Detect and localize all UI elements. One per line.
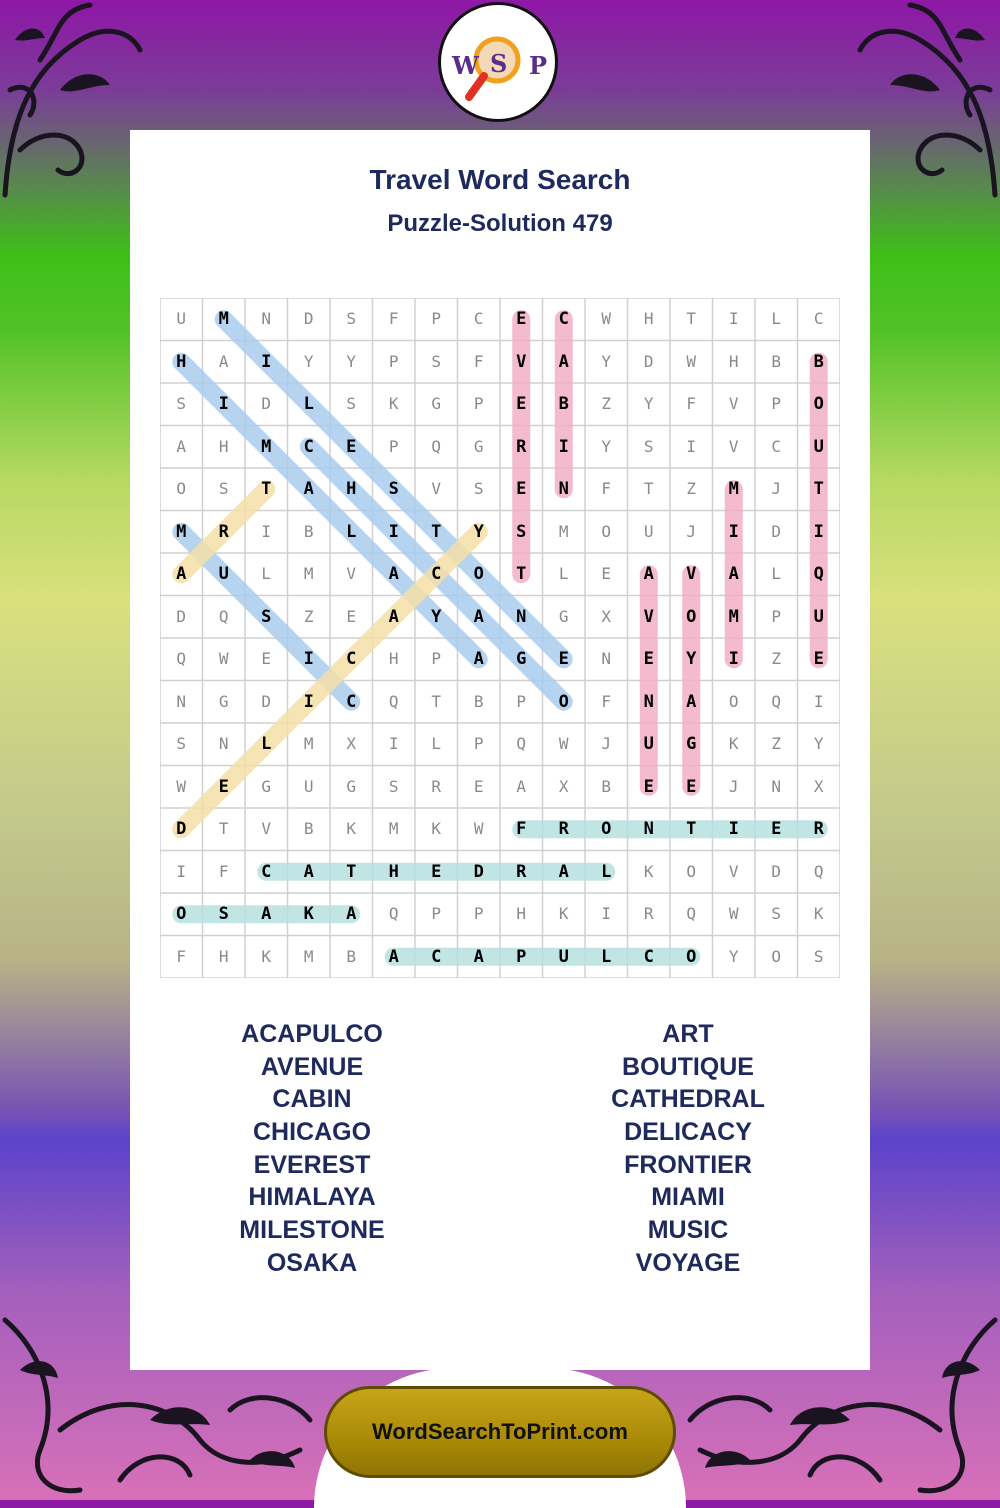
word-list-item: BOUTIQUE — [622, 1052, 754, 1081]
grid-cell[interactable]: E — [261, 649, 272, 668]
grid-cell[interactable]: W — [728, 904, 739, 923]
grid-cell[interactable]: Z — [771, 649, 782, 668]
grid-cell[interactable]: F — [473, 351, 484, 371]
grid-cell[interactable]: V — [728, 436, 739, 456]
grid-cell[interactable]: A — [218, 351, 229, 371]
grid-cell[interactable]: U — [558, 946, 569, 967]
grid-cell[interactable]: Q — [431, 436, 442, 456]
grid-cell[interactable]: O — [686, 606, 697, 627]
grid-cell[interactable]: V — [516, 351, 527, 372]
grid-cell[interactable]: A — [558, 861, 569, 882]
grid-cell[interactable]: W — [218, 649, 229, 668]
grid-cell[interactable]: S — [516, 521, 527, 542]
logo-letter-s: S — [490, 49, 508, 78]
grid-cell[interactable]: C — [643, 946, 654, 967]
word-list-item: AVENUE — [260, 1052, 364, 1081]
grid-cell[interactable]: M — [176, 521, 187, 542]
grid-cell[interactable]: E — [643, 649, 654, 669]
grid-cell[interactable]: L — [431, 734, 442, 753]
grid-cell[interactable]: W — [601, 309, 612, 328]
grid-cell[interactable]: X — [346, 734, 357, 753]
page-title: Travel Word Search — [369, 164, 631, 195]
grid-cell[interactable]: U — [813, 606, 824, 627]
grid-cell[interactable]: Y — [346, 351, 357, 371]
grid-cell[interactable]: A — [303, 479, 314, 499]
word-list-item: HIMALAYA — [248, 1183, 376, 1212]
grid-cell[interactable]: Y — [686, 649, 697, 669]
grid-cell[interactable]: O — [473, 564, 484, 584]
grid-cell[interactable]: N — [771, 776, 782, 796]
grid-cell[interactable]: N — [261, 309, 272, 328]
grid-cell[interactable]: T — [431, 521, 442, 542]
word-list-item: DELICACY — [624, 1118, 752, 1147]
word-list-item: CABIN — [272, 1085, 352, 1114]
grid-cell[interactable]: I — [176, 861, 187, 881]
grid-cell[interactable]: R — [643, 904, 654, 923]
grid-cell[interactable]: S — [813, 946, 824, 966]
grid-cell[interactable]: L — [346, 521, 357, 542]
grid-cell[interactable]: W — [558, 734, 569, 753]
corner-ornament-top-right — [850, 0, 1000, 200]
grid-cell[interactable]: H — [388, 649, 399, 668]
grid-cell[interactable]: B — [303, 521, 314, 541]
grid-cell[interactable]: H — [728, 351, 739, 371]
grid-cell[interactable]: S — [346, 309, 357, 328]
grid-cell[interactable]: M — [218, 309, 229, 329]
grid-cell[interactable]: H — [346, 479, 357, 499]
grid-cell[interactable]: B — [813, 351, 824, 372]
grid-cell[interactable]: D — [473, 861, 484, 882]
grid-cell[interactable]: E — [431, 861, 442, 882]
grid-cell[interactable]: U — [218, 564, 229, 584]
word-list-item: VOYAGE — [635, 1248, 741, 1277]
website-link-button[interactable]: WordSearchToPrint.com — [324, 1386, 676, 1478]
word-list-item: CHICAGO — [252, 1118, 372, 1147]
grid-cell[interactable]: E — [516, 479, 527, 499]
grid-cell[interactable]: P — [516, 691, 527, 711]
grid-cell[interactable]: R — [431, 776, 442, 796]
grid-cell[interactable]: K — [261, 946, 272, 966]
grid-cell[interactable]: K — [388, 394, 399, 413]
grid-cell[interactable]: T — [643, 479, 654, 498]
grid-cell[interactable]: O — [558, 691, 569, 712]
grid-cell[interactable]: T — [686, 819, 697, 839]
grid-cell[interactable]: G — [218, 691, 229, 711]
grid-cell[interactable]: W — [176, 776, 187, 796]
grid-cell[interactable]: P — [431, 904, 442, 923]
grid-cell[interactable]: I — [728, 649, 739, 669]
grid-cell[interactable]: E — [473, 776, 484, 796]
grid-cell[interactable]: F — [601, 691, 612, 711]
grid-cell[interactable]: B — [346, 946, 357, 966]
grid-cell[interactable]: G — [558, 606, 569, 626]
grid-cell[interactable]: V — [643, 606, 654, 627]
grid-cell[interactable]: T — [686, 309, 697, 328]
grid-cell[interactable]: V — [728, 394, 739, 413]
word-list-item: MIAMI — [651, 1183, 725, 1212]
grid-cell[interactable]: M — [303, 946, 314, 966]
grid-cell[interactable]: V — [346, 564, 357, 583]
grid-cell[interactable]: S — [388, 776, 399, 796]
grid-cell[interactable]: F — [601, 479, 612, 498]
grid-cell[interactable]: S — [431, 351, 442, 371]
grid-cell[interactable]: P — [473, 734, 484, 753]
grid-cell[interactable]: H — [516, 904, 527, 923]
grid-cell[interactable]: S — [643, 436, 654, 456]
grid-cell[interactable]: F — [176, 946, 187, 966]
grid-cell[interactable]: Q — [771, 691, 782, 711]
grid-cell[interactable]: P — [771, 606, 782, 626]
grid-cell[interactable]: I — [728, 521, 739, 542]
grid-cell[interactable]: G — [431, 394, 442, 413]
grid-cell[interactable]: Y — [303, 351, 314, 371]
logo-letter-w: W — [452, 51, 479, 80]
grid-cell[interactable]: K — [728, 734, 739, 753]
grid-cell[interactable]: E — [813, 649, 824, 669]
grid-cell[interactable]: Z — [771, 734, 782, 753]
grid-cell[interactable]: A — [473, 649, 484, 669]
grid-cell[interactable]: M — [728, 606, 739, 627]
grid-cell[interactable]: Z — [686, 479, 697, 498]
grid-cell[interactable]: S — [176, 734, 187, 753]
grid-cell[interactable]: D — [303, 309, 314, 328]
grid-cell[interactable]: L — [771, 564, 782, 583]
grid-cell[interactable]: S — [176, 394, 187, 413]
grid-cell[interactable]: Z — [601, 394, 612, 413]
grid-cell[interactable]: F — [516, 819, 527, 839]
grid-cell[interactable]: B — [601, 776, 612, 796]
grid-cell[interactable]: A — [643, 564, 654, 584]
grid-cell[interactable]: I — [218, 394, 229, 414]
grid-cell[interactable]: M — [303, 734, 314, 753]
word-list-right — [538, 1018, 838, 1280]
grid-cell[interactable]: X — [813, 776, 824, 796]
grid-cell[interactable]: C — [261, 861, 272, 882]
grid-cell[interactable]: C — [346, 649, 357, 669]
grid-cell[interactable]: J — [771, 479, 782, 498]
word-list-item: MUSIC — [647, 1216, 729, 1245]
grid-cell[interactable]: K — [431, 819, 442, 838]
grid-cell[interactable]: N — [643, 691, 654, 712]
grid-cell[interactable]: A — [303, 861, 314, 882]
logo-letter-p: P — [529, 51, 548, 80]
grid-cell[interactable]: Q — [218, 606, 229, 626]
grid-cell[interactable]: Q — [686, 904, 697, 923]
grid-cell[interactable]: C — [303, 436, 314, 457]
grid-cell[interactable]: T — [261, 479, 272, 499]
grid-cell[interactable]: R — [516, 861, 527, 882]
grid-cell[interactable]: E — [643, 776, 654, 797]
grid-cell[interactable]: V — [431, 479, 442, 498]
grid-cell[interactable]: H — [643, 309, 654, 328]
grid-cell[interactable]: A — [516, 776, 527, 796]
grid-cell[interactable]: I — [686, 436, 697, 456]
grid-cell[interactable]: B — [771, 351, 782, 371]
corner-ornament-top-left — [0, 0, 150, 200]
grid-cell[interactable]: A — [261, 904, 272, 924]
grid-cell[interactable]: O — [771, 946, 782, 966]
grid-cell[interactable]: M — [303, 564, 314, 583]
grid-cell[interactable]: J — [601, 734, 612, 753]
grid-cell[interactable]: F — [686, 394, 697, 413]
grid-cell[interactable]: G — [686, 734, 697, 754]
word-list-item: OSAKA — [266, 1248, 358, 1277]
grid-cell[interactable]: D — [176, 819, 187, 839]
grid-cell[interactable]: D — [643, 351, 654, 371]
grid-cell[interactable]: D — [261, 691, 272, 711]
grid-cell[interactable]: Y — [601, 436, 612, 456]
grid-cell[interactable]: L — [261, 734, 272, 754]
grid-cell[interactable]: I — [601, 904, 612, 923]
grid-cell[interactable]: O — [176, 479, 187, 498]
grid-cell[interactable]: T — [346, 861, 357, 882]
grid-cell[interactable]: D — [771, 521, 782, 541]
grid-cell[interactable]: Y — [601, 351, 612, 371]
grid-cell[interactable]: T — [218, 819, 229, 838]
grid-cell[interactable]: A — [388, 564, 399, 584]
grid-cell[interactable]: I — [813, 691, 824, 711]
grid-cell[interactable]: U — [813, 436, 824, 457]
grid-cell[interactable]: P — [431, 309, 442, 328]
grid-cell[interactable]: A — [558, 351, 569, 372]
grid-cell[interactable]: H — [176, 351, 187, 372]
grid-cell[interactable]: P — [431, 649, 442, 668]
grid-cell[interactable]: L — [601, 861, 612, 882]
word-search-grid — [160, 298, 840, 978]
grid-cell[interactable]: L — [601, 946, 612, 967]
grid-cell[interactable]: S — [218, 479, 229, 498]
grid-cell[interactable]: I — [303, 691, 314, 712]
grid-cell[interactable]: R — [558, 819, 569, 839]
grid-cell[interactable]: S — [473, 479, 484, 498]
grid-cell[interactable]: K — [643, 861, 654, 881]
word-list-item: FRONTIER — [624, 1150, 752, 1179]
grid-cell[interactable]: G — [473, 436, 484, 456]
grid-cell[interactable]: S — [218, 904, 229, 924]
grid-cell[interactable]: M — [388, 819, 399, 838]
puzzle-subtitle: Puzzle-Solution 479 — [387, 210, 613, 237]
grid-cell[interactable]: O — [176, 904, 187, 924]
grid-cell[interactable]: S — [261, 606, 272, 627]
grid-cell[interactable]: R — [516, 436, 527, 457]
grid-cell[interactable]: E — [218, 776, 229, 797]
grid-cell[interactable]: L — [261, 564, 272, 583]
word-list-item: ACAPULCO — [241, 1020, 383, 1048]
grid-cell[interactable]: L — [558, 564, 569, 583]
grid-cell[interactable]: X — [558, 776, 569, 796]
grid-cell[interactable]: E — [346, 606, 357, 626]
grid-cell[interactable]: U — [176, 309, 187, 328]
grid-cell[interactable]: P — [473, 394, 484, 413]
grid-cell[interactable]: O — [813, 394, 824, 414]
grid-cell[interactable]: P — [388, 436, 399, 456]
grid-cell[interactable]: N — [643, 819, 654, 839]
word-list-item: EVEREST — [253, 1150, 371, 1179]
grid-cell[interactable]: A — [388, 606, 399, 627]
grid-cell[interactable]: V — [686, 564, 697, 584]
grid-cell[interactable]: C — [346, 691, 357, 712]
grid-cell[interactable]: L — [771, 309, 782, 328]
grid-cell[interactable]: U — [303, 776, 314, 796]
grid-cell[interactable]: I — [728, 309, 739, 328]
grid-cell[interactable]: A — [176, 564, 187, 584]
grid-cell[interactable]: R — [813, 819, 824, 839]
word-list-item: MILESTONE — [239, 1216, 385, 1245]
grid-cell[interactable]: K — [813, 904, 824, 923]
word-list-left — [162, 1018, 462, 1280]
grid-cell[interactable]: T — [431, 691, 442, 711]
word-list-item: CATHEDRAL — [611, 1085, 765, 1114]
grid-cell[interactable]: B — [473, 691, 484, 711]
grid-cell[interactable]: N — [176, 691, 187, 711]
grid-cell[interactable]: Y — [431, 606, 442, 627]
grid-cell[interactable]: Q — [813, 564, 824, 584]
grid-cell[interactable]: I — [388, 734, 399, 753]
grid-cell[interactable]: A — [473, 606, 484, 627]
grid-cell[interactable]: E — [516, 394, 527, 414]
grid-cell[interactable]: J — [728, 776, 739, 796]
grid-cell[interactable]: M — [728, 479, 739, 499]
grid-cell[interactable]: Y — [473, 521, 484, 542]
grid-cell[interactable]: I — [388, 521, 399, 542]
grid-cell[interactable]: L — [303, 394, 314, 414]
word-list-item: ART — [662, 1020, 714, 1048]
grid-cell[interactable]: B — [558, 394, 569, 414]
grid-cell[interactable]: K — [303, 904, 314, 924]
site-logo[interactable] — [438, 2, 558, 122]
grid-cell[interactable]: C — [431, 564, 442, 584]
grid-cell[interactable]: T — [813, 479, 824, 499]
grid-cell[interactable]: W — [686, 351, 697, 371]
grid-cell[interactable]: A — [728, 564, 739, 584]
grid-cell[interactable]: Y — [813, 734, 824, 753]
grid-cell[interactable]: I — [813, 521, 824, 542]
grid-cell[interactable]: S — [346, 394, 357, 413]
grid-cell[interactable]: U — [643, 734, 654, 754]
grid-cell[interactable]: P — [473, 904, 484, 923]
grid-cell[interactable]: Q — [813, 861, 824, 881]
grid-cell[interactable]: Y — [728, 946, 739, 966]
grid-cell[interactable]: I — [261, 521, 272, 541]
grid-cell[interactable]: E — [346, 436, 357, 457]
grid-cell[interactable]: O — [601, 521, 612, 541]
grid-cell[interactable]: C — [813, 309, 824, 328]
grid-cell[interactable]: C — [473, 309, 484, 328]
grid-cell[interactable]: P — [388, 351, 399, 371]
grid-cell[interactable]: Q — [388, 691, 399, 711]
grid-cell[interactable]: A — [473, 946, 484, 967]
grid-cell[interactable]: A — [346, 904, 357, 924]
grid-cell[interactable]: H — [218, 436, 229, 456]
grid-cell[interactable]: R — [218, 521, 229, 542]
grid-cell[interactable]: I — [728, 819, 739, 839]
grid-cell[interactable]: W — [473, 819, 484, 838]
grid-cell[interactable]: M — [558, 521, 569, 541]
grid-cell[interactable]: C — [771, 436, 782, 456]
grid-cell[interactable]: G — [516, 649, 527, 669]
grid-cell[interactable]: D — [176, 606, 187, 626]
grid-cell[interactable]: V — [728, 861, 739, 881]
grid-cell[interactable]: V — [261, 819, 272, 838]
grid-cell[interactable]: F — [218, 861, 229, 881]
grid-cell[interactable]: Q — [388, 904, 399, 923]
grid-cell[interactable]: J — [686, 521, 697, 541]
grid-cell[interactable]: C — [558, 309, 569, 329]
grid-cell[interactable]: G — [346, 776, 357, 796]
grid-cell[interactable]: O — [601, 819, 612, 839]
grid-cell[interactable]: I — [303, 649, 314, 669]
grid-letters — [160, 298, 840, 978]
grid-cell[interactable]: N — [218, 734, 229, 753]
grid-cell[interactable]: H — [218, 946, 229, 966]
grid-cell[interactable]: N — [601, 649, 612, 668]
grid-cell[interactable]: A — [176, 436, 187, 456]
grid-cell[interactable]: E — [516, 309, 527, 329]
grid-cell[interactable]: O — [728, 691, 739, 711]
grid-cell[interactable]: O — [686, 946, 697, 967]
grid-cell[interactable]: I — [558, 436, 569, 457]
grid-cell[interactable]: M — [261, 436, 272, 457]
grid-cell[interactable]: Y — [643, 394, 654, 413]
grid-cell[interactable]: C — [431, 946, 442, 967]
grid-cell[interactable]: P — [516, 946, 527, 967]
grid-cell[interactable]: Q — [176, 649, 187, 668]
grid-cell[interactable]: Q — [516, 734, 527, 753]
grid-cell[interactable]: K — [558, 904, 569, 923]
grid-cell[interactable]: I — [261, 351, 272, 372]
grid-cell[interactable]: E — [601, 564, 612, 583]
grid-cell[interactable]: G — [261, 776, 272, 796]
grid-cell[interactable]: B — [303, 819, 314, 838]
grid-cell[interactable]: D — [771, 861, 782, 881]
grid-cell[interactable]: E — [558, 649, 569, 669]
grid-cell[interactable]: H — [388, 861, 399, 882]
grid-cell[interactable]: N — [516, 606, 527, 627]
grid-cell[interactable]: S — [388, 479, 399, 499]
grid-cell[interactable]: Z — [303, 606, 314, 626]
grid-cell[interactable]: S — [771, 904, 782, 923]
grid-cell[interactable]: F — [388, 309, 399, 328]
grid-cell[interactable]: K — [346, 819, 357, 838]
grid-cell[interactable]: U — [643, 521, 654, 541]
grid-cell[interactable]: P — [771, 394, 782, 413]
puzzle-card — [130, 130, 870, 1370]
grid-cell[interactable]: N — [558, 479, 569, 499]
grid-cell[interactable]: D — [261, 394, 272, 413]
grid-cell[interactable]: X — [601, 606, 612, 626]
grid-cell[interactable]: E — [771, 819, 782, 839]
grid-cell[interactable]: O — [686, 861, 697, 881]
grid-cell[interactable]: E — [686, 776, 697, 797]
grid-cell[interactable]: A — [686, 691, 697, 712]
grid-cell[interactable]: A — [388, 946, 399, 967]
grid-cell[interactable]: T — [516, 564, 527, 584]
